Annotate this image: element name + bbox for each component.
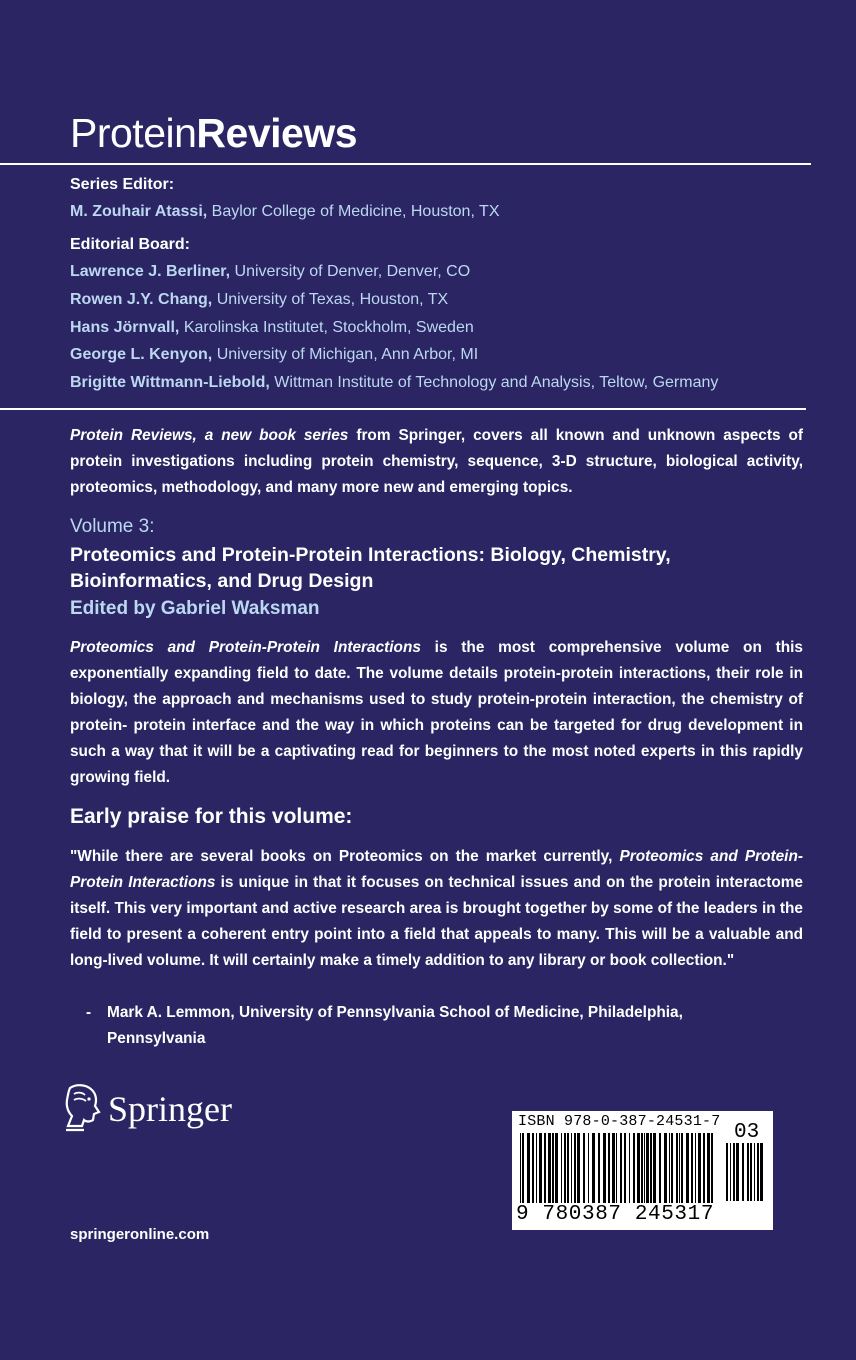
top-rule: [0, 163, 811, 165]
barcode-bar: [650, 1133, 652, 1203]
springer-wordmark: Springer: [108, 1089, 232, 1129]
barcode-bar: [641, 1133, 643, 1203]
barcode-bar: [571, 1133, 572, 1203]
series-editor-affiliation: Baylor College of Medicine, Houston, TX: [207, 203, 500, 220]
barcode-bar: [583, 1133, 585, 1203]
barcode-bar: [726, 1143, 728, 1201]
volume-label: Volume 3:: [70, 516, 155, 537]
barcode-bar: [598, 1133, 600, 1203]
series-title-bold: Reviews: [196, 110, 358, 156]
barcode-bar: [676, 1133, 678, 1203]
barcode-bar: [548, 1133, 551, 1203]
barcode-bar: [695, 1133, 696, 1203]
barcode-bar: [691, 1133, 693, 1203]
barcode-addon: 03: [734, 1121, 760, 1144]
barcode-bar: [532, 1133, 534, 1203]
addon-bars: [726, 1143, 768, 1213]
ean-number: 9 780387 245317: [516, 1203, 715, 1226]
barcode-bar: [574, 1133, 576, 1203]
barcode-bar: [707, 1133, 710, 1203]
barcode-bar: [612, 1133, 615, 1203]
board-member-affiliation: University of Denver, Denver, CO: [230, 263, 471, 280]
barcode-bar: [592, 1133, 595, 1203]
barcode-bar: [653, 1133, 656, 1203]
board-member-affiliation: University of Michigan, Ann Arbor, MI: [212, 346, 479, 363]
volume-description-italic: Proteomics and Protein-Protein Interactions: [70, 639, 421, 656]
barcode-bar: [608, 1133, 610, 1203]
barcode-bar: [711, 1133, 713, 1203]
series-intro-text: from Springer, covers all known and unknown aspects of protein investigations including protein chemistry, sequence, 3-D structure, biological activity, proteomics, methodology, and many more new and emerging topics.: [70, 427, 803, 496]
barcode-bar: [679, 1133, 680, 1203]
board-member: [70, 291, 448, 309]
springer-logo: [62, 1082, 232, 1139]
barcode-bar: [730, 1143, 731, 1201]
series-editor-label: Series Editor:: [70, 176, 175, 193]
barcode-bar: [552, 1133, 554, 1203]
board-member-affiliation: Karolinska Institutet, Stockholm, Sweden: [179, 319, 474, 336]
board-member-affiliation: Wittman Institute of Technology and Analysis, Teltow, Germany: [269, 374, 719, 391]
barcode-bar: [555, 1133, 558, 1203]
volume-description-text: is the most comprehensive volume on this exponentially expanding field to date. The volume details protein-protein interactions, their role in biology, the approach and mechanisms used to study protein-protein interaction, the chemistry of protein- protein interface and the way in which proteins can be targeted for drug development in such a way that it will be a captivating read for beginners to the most noted experts in this rapidly growing field.: [70, 639, 803, 786]
series-intro: [70, 423, 803, 501]
barcode-bar: [522, 1133, 524, 1203]
barcode-bar: [686, 1133, 689, 1203]
barcode-bar: [698, 1133, 701, 1203]
board-member-name: Rowen J.Y. Chang,: [70, 291, 213, 308]
series-editor: [70, 203, 500, 221]
board-member-name: Brigitte Wittmann-Liebold,: [70, 374, 270, 391]
springer-horse-icon: [62, 1082, 102, 1134]
barcode-bar: [527, 1133, 530, 1203]
barcode-bar: [646, 1133, 649, 1203]
publisher-url[interactable]: springeronline.com: [70, 1226, 210, 1243]
barcode-bar: [539, 1133, 542, 1203]
barcode-bar: [620, 1133, 622, 1203]
barcode-bar: [629, 1133, 630, 1203]
barcode-bar: [577, 1133, 580, 1203]
ean-bars: [520, 1133, 716, 1203]
praise-heading: Early praise for this volume:: [70, 805, 353, 828]
isbn-number: ISBN 978-0-387-24531-7: [518, 1113, 721, 1130]
barcode-bar: [760, 1143, 763, 1201]
barcode-bar: [664, 1133, 667, 1203]
volume-description: [70, 635, 803, 791]
board-member: [70, 374, 718, 392]
volume-title: Proteomics and Protein-Protein Interactions: Biology, Chemistry, Bioinformatics, and Drug Design: [70, 544, 671, 592]
volume-editor: Edited by Gabriel Waksman: [70, 598, 320, 619]
praise-quote-end: is unique in that it focuses on technical issues and on the protein interactome itself. This very important and active research area is brought together by some of the leaders in the field to present a coherent entry point into a field that appeals to many. This will be a valuable and long-lived volume. It will certainly make a timely addition to any library or book collection.": [70, 874, 803, 969]
board-rule: [0, 408, 806, 410]
board-member-name: George L. Kenyon,: [70, 346, 213, 363]
barcode-bar: [671, 1133, 673, 1203]
barcode-bar: [736, 1143, 739, 1201]
series-editor-name: M. Zouhair Atassi,: [70, 203, 208, 220]
attribution-dash: -: [86, 1004, 92, 1021]
barcode-bar: [536, 1133, 537, 1203]
board-member: [70, 319, 474, 337]
series-intro-italic: Protein Reviews, a new book series: [70, 427, 349, 444]
praise-quote-start: "While there are several books on Proteomics on the market currently,: [70, 848, 620, 865]
barcode-bar: [633, 1133, 635, 1203]
barcode-bar: [742, 1143, 744, 1201]
barcode-bar: [564, 1133, 566, 1203]
barcode-bar: [544, 1133, 546, 1203]
barcode-bar: [637, 1133, 640, 1203]
barcode-bar: [624, 1133, 626, 1203]
barcode-bar: [520, 1133, 521, 1203]
barcode-bar: [750, 1143, 752, 1201]
barcode-bar: [747, 1143, 749, 1201]
barcode-bar: [757, 1143, 759, 1201]
board-member-name: Hans Jörnvall,: [70, 319, 180, 336]
series-title-light: Protein: [70, 110, 197, 156]
barcode-bar: [659, 1133, 661, 1203]
board-member-affiliation: University of Texas, Houston, TX: [212, 291, 449, 308]
barcode-bar: [603, 1133, 606, 1203]
barcode-bar: [669, 1133, 670, 1203]
praise-quote-italic: Proteomics and Protein-Protein Interactions: [70, 848, 803, 891]
board-member: [70, 346, 478, 364]
praise-attribution: Mark A. Lemmon, University of Pennsylvania School of Medicine, Philadelphia, Pennsylvania: [107, 1004, 683, 1047]
barcode-bar: [703, 1133, 705, 1203]
barcode-bar: [733, 1143, 735, 1201]
barcode-bar: [681, 1133, 683, 1203]
barcode-bar: [561, 1133, 562, 1203]
isbn-barcode: [512, 1111, 773, 1230]
editorial-board-label: Editorial Board:: [70, 236, 191, 253]
barcode-bar: [644, 1133, 645, 1203]
barcode-bar: [567, 1133, 569, 1203]
board-member-name: Lawrence J. Berliner,: [70, 263, 231, 280]
board-member: [70, 263, 470, 281]
praise-quote: [70, 844, 803, 974]
barcode-bar: [616, 1133, 617, 1203]
barcode-bar: [754, 1143, 755, 1201]
barcode-bar: [588, 1133, 589, 1203]
series-title: [70, 110, 357, 157]
